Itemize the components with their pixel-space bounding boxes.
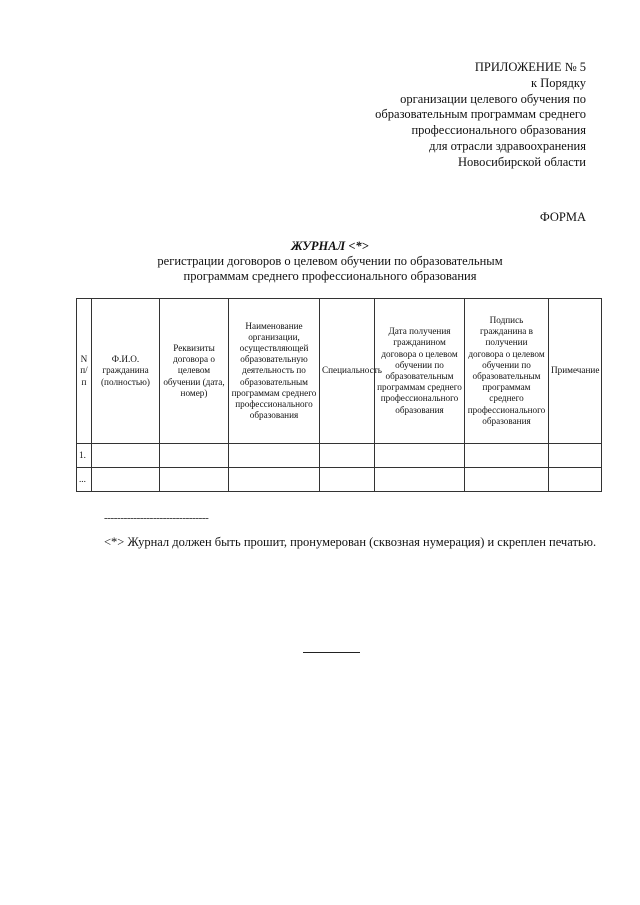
journal-subtitle-line: программам среднего профессионального образования (183, 269, 477, 283)
appendix-line: профессионального образования (411, 123, 586, 138)
appendix-line: образовательным программам среднего (375, 107, 586, 122)
header-cell-note: Примечание (549, 299, 602, 444)
journal-title-block (60, 239, 600, 284)
table-cell (92, 444, 160, 468)
header-cell-contract-details: Реквизиты договора о целевом обучении (дата, номер) (160, 299, 229, 444)
table-cell (549, 468, 602, 492)
header-cell-specialty: Специальность (320, 299, 375, 444)
footnote-separator: -------------------------------- (104, 512, 209, 524)
table-cell (160, 468, 229, 492)
footnote-text: <*> Журнал должен быть прошит, пронумерован (сквозная нумерация) и скреплен печатью. (104, 535, 597, 549)
table-cell (229, 468, 320, 492)
header-cell-receipt-date: Дата получения гражданином договора о целевом обучении по образовательным программам среднего профессионального образования (375, 299, 465, 444)
table-cell (375, 468, 465, 492)
header-cell-number: N п/п (77, 299, 92, 444)
table-cell (465, 468, 549, 492)
table-row (77, 468, 602, 492)
journal-subtitle-line: регистрации договоров о целевом обучении по образовательным (157, 254, 503, 268)
header-cell-name: Ф.И.О. гражданина (полностью) (92, 299, 160, 444)
table-cell (229, 444, 320, 468)
journal-title: ЖУРНАЛ <*> (291, 239, 369, 253)
end-of-document-line (303, 652, 360, 653)
table-cell: ... (77, 468, 92, 492)
table-cell (320, 468, 375, 492)
table-cell (549, 444, 602, 468)
appendix-line: организации целевого обучения по (400, 91, 586, 106)
appendix-line: Новосибирской области (457, 154, 586, 169)
table-cell (465, 444, 549, 468)
table-header-row (77, 299, 602, 444)
table-cell (320, 444, 375, 468)
table-row (77, 444, 602, 468)
table-cell (375, 444, 465, 468)
appendix-line: для отрасли здравоохранения (429, 138, 586, 153)
table-cell: 1. (77, 444, 92, 468)
appendix-header (326, 60, 586, 171)
table-cell (160, 444, 229, 468)
header-cell-signature: Подпись гражданина в получении договора о целевом обучении по образовательным программам среднего профессионального образования (465, 299, 549, 444)
journal-table (76, 298, 602, 492)
appendix-line: к Порядку (531, 75, 586, 90)
appendix-line: ПРИЛОЖЕНИЕ № 5 (474, 60, 586, 74)
table-cell (92, 468, 160, 492)
header-cell-organization: Наименование организации, осуществляющей образовательную деятельность по образовательным программам среднего профессионального образования (229, 299, 320, 444)
form-label: ФОРМА (539, 210, 586, 224)
